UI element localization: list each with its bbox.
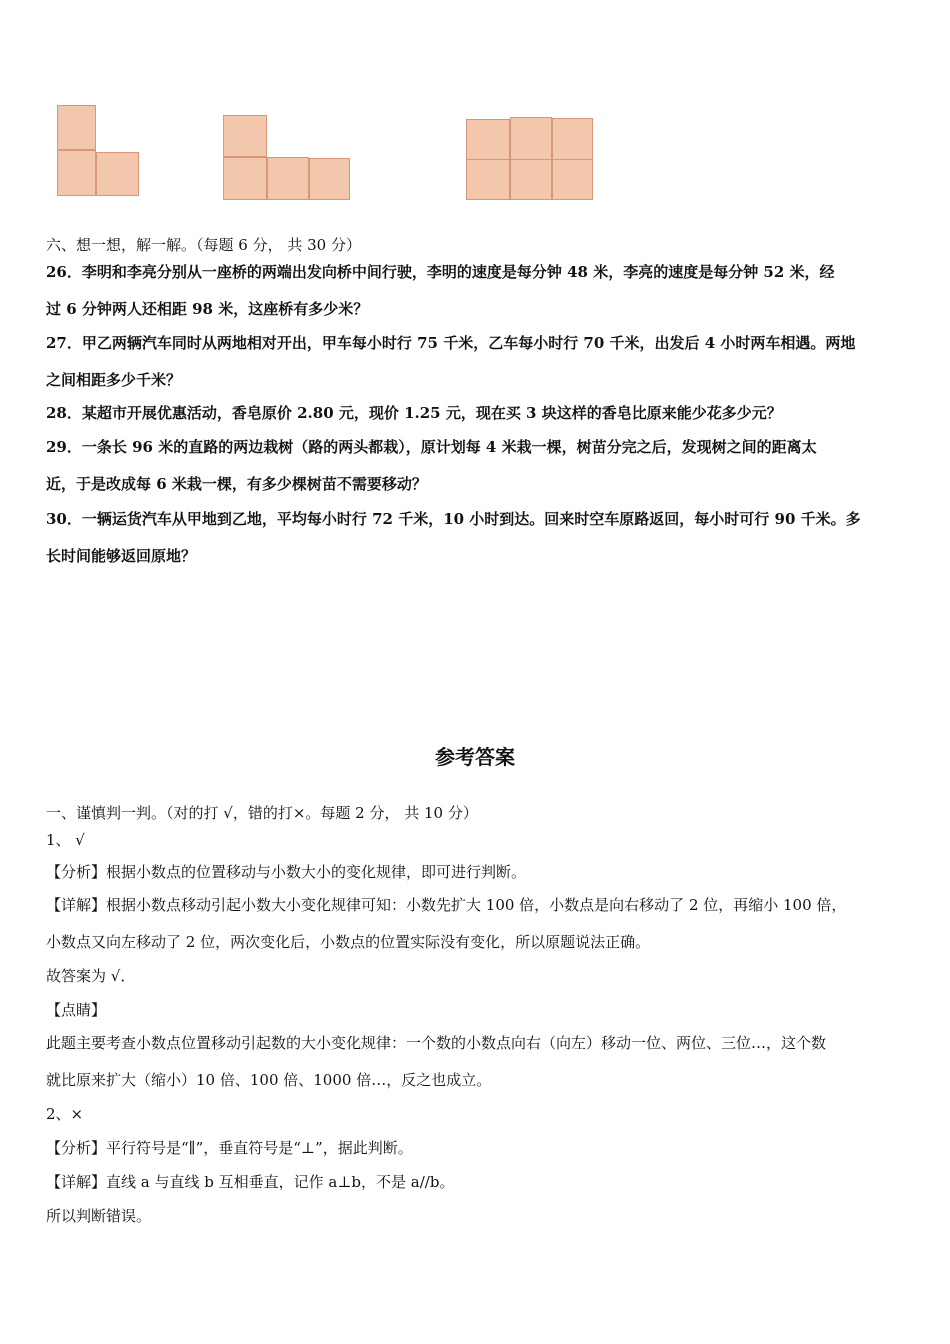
square (553, 119, 593, 160)
answer-1-detail-line-2: 小数点又向左移动了 2 位，两次变化后，小数点的位置实际没有变化，所以原题说法正确。 (46, 933, 651, 951)
square (58, 106, 96, 150)
answer-2-detail: 【详解】直线 a 与直线 b 互相垂直，记作 a⊥b，不是 a//b。 (46, 1173, 455, 1191)
shape-figure-2 (222, 114, 352, 202)
square (224, 116, 267, 157)
question-28-line-1: 28．某超市开展优惠活动，香皂原价 2.80 元，现价 1.25 元，现在买 3 块这样的香皂比原来能少花多少元？ (46, 404, 782, 422)
square (467, 160, 510, 200)
answers-title: 参考答案 (435, 745, 515, 769)
figure-3-squares (467, 118, 593, 200)
answer-2-label: 2、× (46, 1105, 84, 1123)
section-6-heading: 六、想一想，解一解。（每题 6 分， 共 30 分） (46, 236, 361, 254)
answer-2-analysis: 【分析】平行符号是“∥”，垂直符号是“⊥”，据此判断。 (46, 1139, 413, 1157)
answer-1-conclusion: 故答案为 √． (46, 967, 136, 985)
question-30-line-2: 长时间能够返回原地？ (46, 547, 197, 565)
question-26-line-1: 26．李明和李亮分别从一座桥的两端出发向桥中间行驶，李明的速度是每分钟 48 米，李亮的速度是每分钟 52 米，经 (46, 263, 835, 281)
answers-section-1-heading: 一、谨慎判一判。（对的打 √，错的打×。每题 2 分， 共 10 分） (46, 804, 478, 822)
question-27-line-1: 27．甲乙两辆汽车同时从两地相对开出，甲车每小时行 75 千米，乙车每小时行 70 千米，出发后 4 小时两车相遇。两地 (46, 334, 856, 352)
square (553, 160, 593, 200)
square (224, 158, 267, 200)
answer-1-point-line-1: 此题主要考查小数点位置移动引起数的大小变化规律：一个数的小数点向右（向左）移动一位、两位、三位…，这个数 (46, 1034, 827, 1052)
square (467, 120, 510, 160)
shape-figure-1 (56, 104, 142, 198)
square (268, 158, 309, 200)
question-29-line-1: 29．一条长 96 米的直路的两边栽树（路的两头都栽），原计划每 4 米栽一棵，树苗分完之后，发现树之间的距离太 (46, 438, 817, 456)
square (511, 160, 552, 200)
shape-figure-3 (465, 116, 595, 202)
answer-1-point-line-2: 就比原来扩大（缩小）10 倍、100 倍、1000 倍…，反之也成立。 (46, 1071, 492, 1089)
figure-1-squares (58, 106, 139, 196)
square (58, 151, 96, 196)
square (310, 159, 350, 200)
square (97, 153, 139, 196)
figure-2-squares (224, 116, 350, 200)
question-30-line-1: 30．一辆运货汽车从甲地到乙地，平均每小时行 72 千米，10 小时到达。回来时空车原路返回，每小时可行 90 千米。多 (46, 510, 861, 528)
answer-1-point-label: 【点睛】 (46, 1001, 107, 1019)
question-27-line-2: 之间相距多少千米？ (46, 371, 182, 389)
answer-2-conclusion: 所以判断错误。 (46, 1207, 152, 1225)
square (511, 118, 552, 160)
answer-1-label: 1、 √ (46, 831, 85, 849)
answer-1-detail-line-1: 【详解】根据小数点移动引起小数大小变化规律可知：小数先扩大 100 倍，小数点是向右移动了 2 位，再缩小 100 倍， (46, 896, 847, 914)
answer-1-analysis: 【分析】根据小数点的位置移动与小数大小的变化规律，即可进行判断。 (46, 863, 527, 881)
question-29-line-2: 近，于是改成每 6 米栽一棵，有多少棵树苗不需要移动？ (46, 475, 427, 493)
question-26-line-2: 过 6 分钟两人还相距 98 米，这座桥有多少米？ (46, 300, 369, 318)
